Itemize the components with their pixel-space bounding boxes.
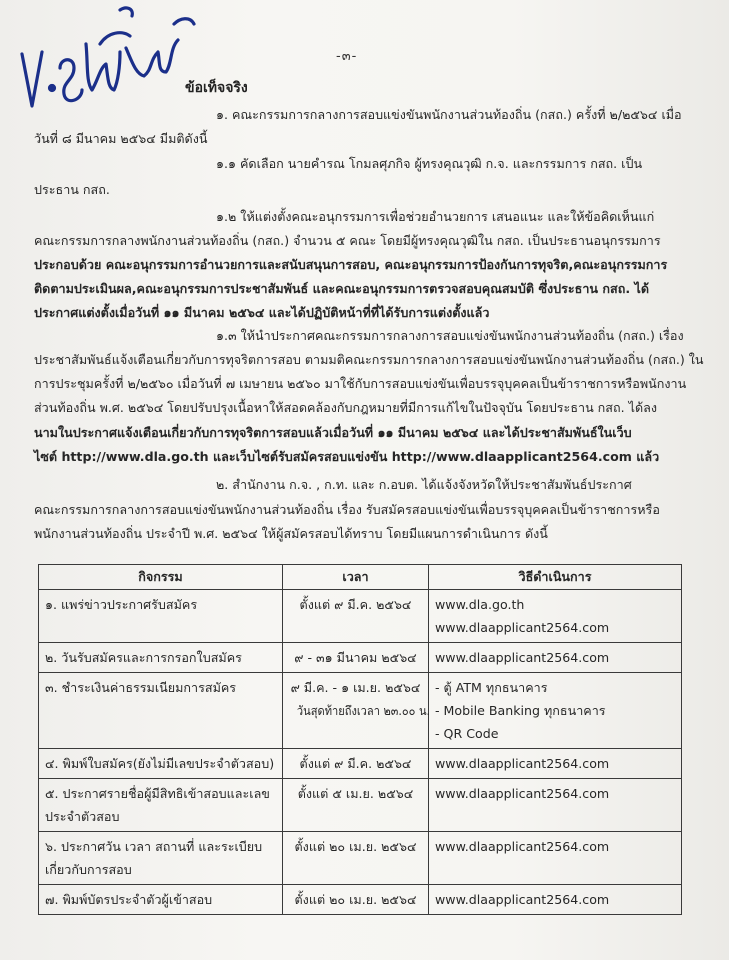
table-row [39,673,682,749]
table-row [39,779,682,832]
activity-text: ๓. ชำระเงินค่าธรรมเนียมการสมัคร [45,680,237,695]
time-cell [283,779,429,832]
time-text: วันสุดท้ายถึงเวลา ๒๓.๐๐ น. [296,703,431,718]
table-row [39,832,682,885]
body-line: ประชาสัมพันธ์แจ้งเตือนเกี่ยวกับการทุจริตการสอบ ตามมติคณะกรรมการกลางการสอบแข่งขันพนักงานส่วนท้องถิ่น (กสถ.) ใน [34,352,704,367]
body-line: ประกาศแต่งตั้งเมื่อวันที่ ๑๑ มีนาคม ๒๕๖๔ และได้ปฏิบัติหน้าที่ที่ได้รับการแต่งตั้งแล้ว [34,305,490,320]
body-line: การประชุมครั้งที่ ๒/๒๕๖๐ เมื่อวันที่ ๗ เมษายน ๒๕๖๐ มาใช้กับการสอบแข่งขันเพื่อบรรจุบุคคลเป็นข้าราชการหรือพนักงาน [34,376,687,391]
body-line: ๒. สำนักงาน ก.จ. , ก.ท. และ ก.อบต. ได้แจ้งจังหวัดให้ประชาสัมพันธ์ประกาศ [216,477,632,492]
method-cell [429,673,682,749]
method-cell [429,885,682,915]
table-header-row [39,565,682,590]
body-line: ๑.๓ ให้นำประกาศคณะกรรมการกลางการสอบแข่งขันพนักงานส่วนท้องถิ่น (กสถ.) เรื่อง [216,328,684,343]
time-text: ตั้งแต่ ๒๐ เม.ย. ๒๕๖๔ [294,839,417,854]
method-text: www.dlaapplicant2564.com [435,650,610,665]
method-cell [429,643,682,673]
method-text: - Mobile Banking ทุกธนาคาร [435,703,606,718]
body-line: ๑. คณะกรรมการกลางการสอบแข่งขันพนักงานส่วนท้องถิ่น (กสถ.) ครั้งที่ ๒/๒๕๖๔ เมื่อ [216,107,682,122]
method-text: www.dlaapplicant2564.com [435,786,610,801]
table-row [39,749,682,779]
body-line: ส่วนท้องถิ่น พ.ศ. ๒๕๖๔ โดยปรับปรุงเนื้อหาให้สอดคล้องกับกฎหมายที่มีการแก้ไขในปัจจุบัน โดยประธาน กสถ. ได้ลง [34,400,658,415]
activity-cell [39,590,283,643]
handwritten-signature [8,2,198,112]
method-text: www.dlaapplicant2564.com [435,756,610,771]
method-cell [429,832,682,885]
method-text: www.dlaapplicant2564.com [435,620,610,635]
activity-text: ๒. วันรับสมัครและการกรอกใบสมัคร [45,650,242,665]
time-cell [283,643,429,673]
method-text: - ตู้ ATM ทุกธนาคาร [435,680,548,695]
time-text: ตั้งแต่ ๕ เม.ย. ๒๕๖๔ [297,786,414,801]
method-text: www.dlaapplicant2564.com [435,839,610,854]
time-text: ๙ มี.ค. - ๑ เม.ย. ๒๕๖๔ [290,680,421,695]
table-row [39,643,682,673]
time-cell [283,832,429,885]
activity-cell [39,643,283,673]
body-line: พนักงานส่วนท้องถิ่น ประจำปี พ.ศ. ๒๕๖๔ ให้ผู้สมัครสอบได้ทราบ โดยมีแผนการดำเนินการ ดังนี้ [34,526,548,541]
activity-text: เกี่ยวกับการสอบ [45,862,132,877]
activity-text: ประจำตัวสอบ [45,809,120,824]
body-line: ติดตามประเมินผล,คณะอนุกรรมการประชาสัมพันธ์ และคณะอนุกรรมการตรวจสอบคุณสมบัติ ซึ่งประธาน กสถ. ได้ [34,281,650,296]
body-line: ประกอบด้วย คณะอนุกรรมการอำนวยการและสนับสนุนการสอบ, คณะอนุกรรมการป้องกันการทุจริต,คณะอนุกรรมการ [34,257,668,272]
method-text: - QR Code [435,726,499,741]
body-line: นามในประกาศแจ้งเตือนเกี่ยวกับการทุจริตการสอบแล้วเมื่อวันที่ ๑๑ มีนาคม ๒๕๖๔ และได้ประชาสัมพันธ์ในเว็บ [34,425,632,440]
method-text: www.dlaapplicant2564.com [435,892,610,907]
activity-schedule-table [38,564,682,915]
time-cell [283,590,429,643]
time-cell [283,885,429,915]
body-line: คณะกรรมการกลางพนักงานส่วนท้องถิ่น (กสถ.) จำนวน ๕ คณะ โดยมีผู้ทรงคุณวุฒิใน กสถ. เป็นประธานอนุกรรมการ [34,233,661,248]
section-heading: ข้อเท็จจริง [185,80,248,96]
body-line: ประธาน กสถ. [34,182,110,197]
time-cell [283,749,429,779]
column-header-activity: กิจกรรม [39,565,283,590]
activity-text: ๖. ประกาศวัน เวลา สถานที่ และระเบียบ [45,839,263,854]
column-header-time: เวลา [283,565,429,590]
body-line: คณะกรรมการกลางการสอบแข่งขันพนักงานส่วนท้องถิ่น เรื่อง รับสมัครสอบแข่งขันเพื่อบรรจุบุคคลเป็นข้าราชการหรือ [34,502,660,517]
time-text: ๙ - ๓๑ มีนาคม ๒๕๖๔ [294,650,417,665]
table-row [39,590,682,643]
time-text: ตั้งแต่ ๙ มี.ค. ๒๕๖๔ [299,756,412,771]
time-text: ตั้งแต่ ๒๐ เม.ย. ๒๕๖๔ [294,892,417,907]
method-text: www.dla.go.th [435,597,525,612]
body-line: ๑.๒ ให้แต่งตั้งคณะอนุกรรมการเพื่อช่วยอำนวยการ เสนอแนะ และให้ข้อคิดเห็นแก่ [216,209,655,224]
page-number: -๓- [336,49,358,64]
activity-cell [39,885,283,915]
activity-cell [39,673,283,749]
body-line: วันที่ ๘ มีนาคม ๒๕๖๔ มีมติดังนี้ [34,131,208,146]
column-header-method: วิธีดำเนินการ [429,565,682,590]
activity-cell [39,779,283,832]
activity-text: ๕. ประกาศรายชื่อผู้มีสิทธิเข้าสอบและเลข [45,786,270,801]
time-cell [283,673,429,749]
body-line: ๑.๑ คัดเลือก นายคำรณ โกมลศุภกิจ ผู้ทรงคุณวุฒิ ก.จ. และกรรมการ กสถ. เป็น [216,156,643,171]
method-cell [429,590,682,643]
activity-text: ๑. แพร่ข่าวประกาศรับสมัคร [45,597,198,612]
table-row [39,885,682,915]
activity-cell [39,832,283,885]
method-cell [429,749,682,779]
time-text: ตั้งแต่ ๙ มี.ค. ๒๕๖๔ [299,597,412,612]
body-line: ไซต์ http://www.dla.go.th และเว็บไซต์รับสมัครสอบแข่งขัน http://www.dlaapplicant2564.com แล้ว [34,449,660,464]
activity-text: ๗. พิมพ์บัตรประจำตัวผู้เข้าสอบ [45,892,213,907]
method-cell [429,779,682,832]
activity-cell [39,749,283,779]
activity-text: ๔. พิมพ์ใบสมัคร(ยังไม่มีเลขประจำตัวสอบ) [45,756,275,771]
